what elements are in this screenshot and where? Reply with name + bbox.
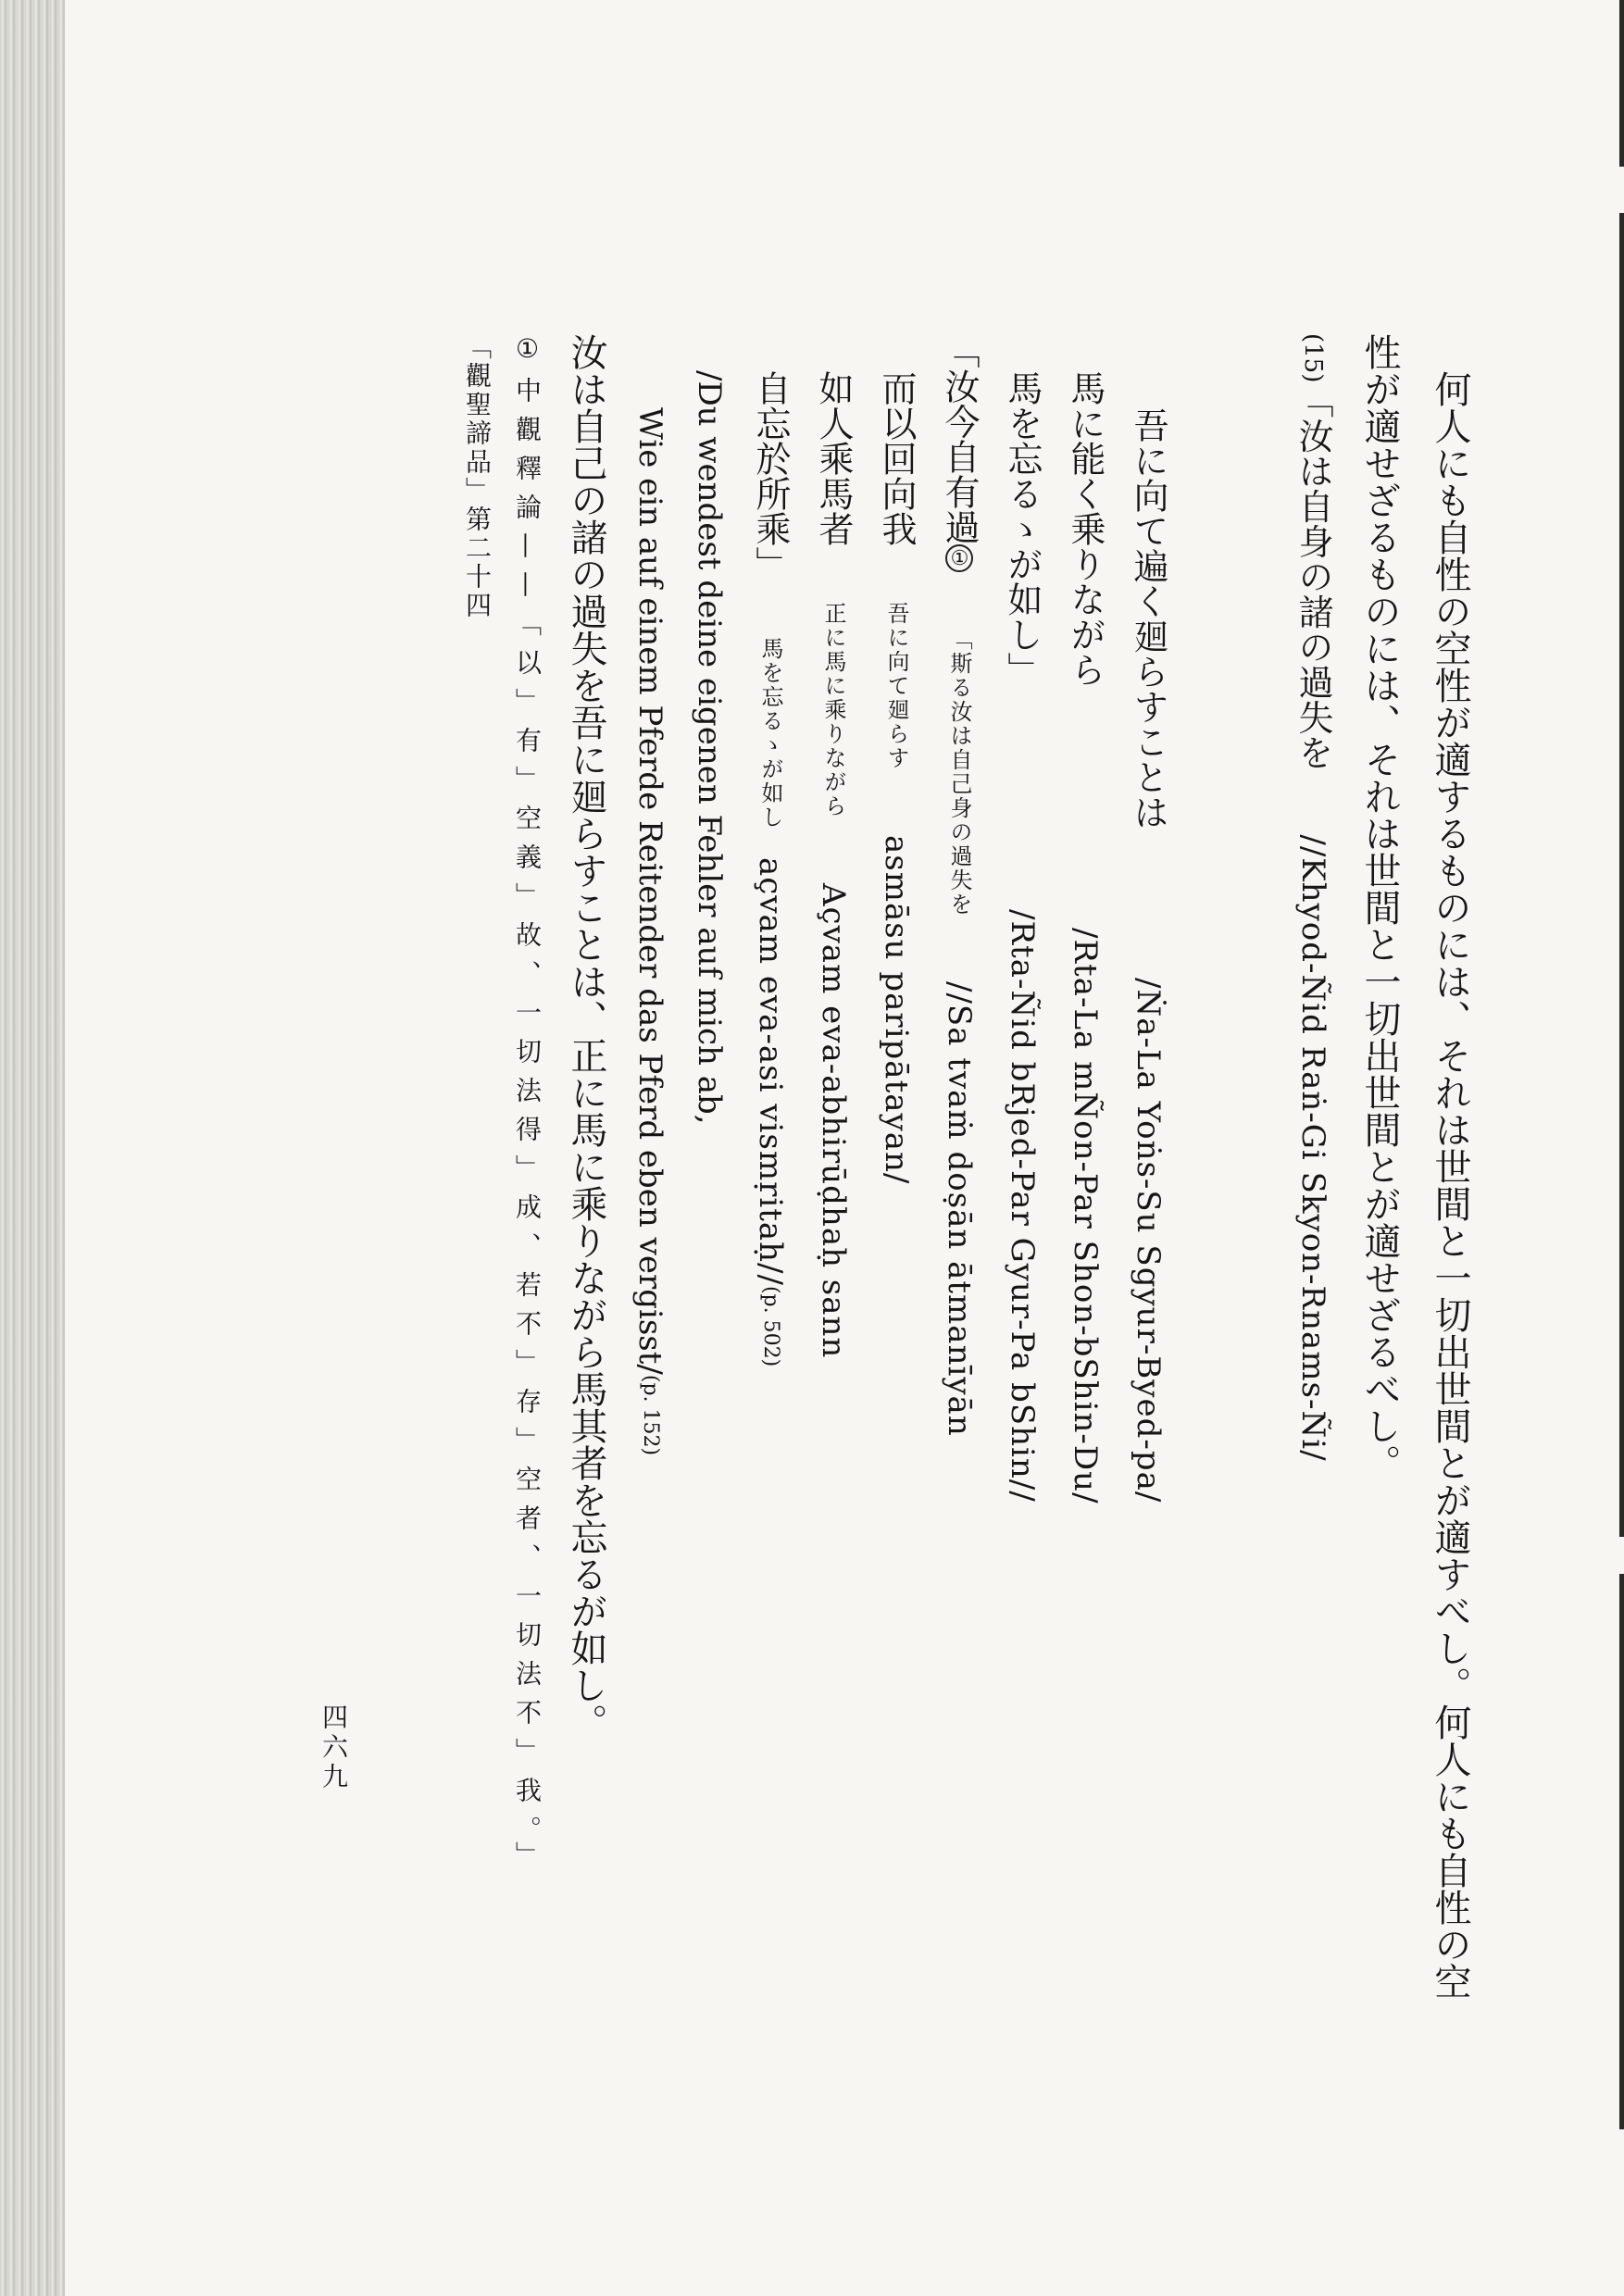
- german-line-1: /Du wendest deine eigenen Fehler auf mich ab,: [691, 370, 728, 1125]
- footnote-marker: ①: [512, 333, 543, 377]
- verse-row-7: [802, 333, 865, 2148]
- german-line-2: Wie ein auf einem Pferde Reitender das Pferd eben vergisst/(p. 152): [631, 407, 668, 1456]
- page-reference: (p. 502): [759, 1285, 782, 1367]
- verse-row-3: [1054, 333, 1117, 2148]
- verse-row-4: [991, 333, 1054, 2148]
- verse-row-8: [739, 333, 802, 2148]
- verse-row-1: [1281, 333, 1344, 2148]
- footnote-text: 中觀釋論——「以」有」空義」故、一切法得」成、若不」存」空者、一切法不」我。」: [512, 377, 543, 1880]
- body-line-1: 何人にも自性の空性が適するものには、それは世間と一切出世間とが適すべし。何人にも自性の空: [1429, 370, 1471, 2000]
- sanskrit-line: Açvam eva-abhirūḍhaḥ sann: [815, 883, 852, 1359]
- chinese-verse-line: 而以回向我: [876, 370, 917, 546]
- chinese-gloss-line: 吾に向て廻らす: [883, 602, 909, 770]
- verse-row-2: [1117, 333, 1180, 2148]
- sanskrit-line: //Sa tvaṁ doṣān ātmanīyān: [941, 981, 978, 1437]
- footnote-marker: ①: [945, 544, 973, 572]
- chinese-verse-line: 如人乘馬者: [813, 370, 854, 546]
- verse-row-6: [865, 333, 928, 2148]
- tibetan-line: //Khyod-Ñid Raṅ-Gi Skyon-Rnams-Ñi/: [1294, 834, 1331, 1462]
- verse-number: (15): [1299, 333, 1327, 383]
- verse-translation-line: 「汝は自身の諸の過失を: [1293, 382, 1333, 770]
- chinese-verse-line: 「汝今自有過: [939, 333, 980, 544]
- vertical-text-block: [378, 333, 1485, 2148]
- chinese-gloss-line: 正に馬に乘りながら: [820, 602, 846, 818]
- body-line-2: 性が適せざるものには、それは世間と一切出世間とが適せざるべし。: [1358, 333, 1401, 1481]
- chinese-gloss-line: 馬を忘るゝが如し: [757, 637, 783, 830]
- tibetan-line: /Rta-La mÑon-Par Shon-bShin-Du/: [1067, 928, 1104, 1504]
- footnote: [502, 333, 552, 2148]
- verse-translation-line: 吾に向て遍く廻らすことは: [1128, 407, 1168, 830]
- page-reference: (p. 152): [639, 1374, 662, 1456]
- tibetan-line: /Ṅa-La Yoṅs-Su Sgyur-Byed-pa/: [1130, 978, 1167, 1504]
- sanskrit-line: asmāsu paripātayan/: [878, 835, 915, 1185]
- verse-summary: 汝は自己の諸の過失を吾に廻らすことは、正に馬に乘りながら馬其者を忘るが如し。: [565, 333, 607, 1741]
- chinese-gloss-line: 「斯る汝は自己身の過失を: [946, 628, 972, 917]
- chinese-verse-line: 自忘於所乘」: [750, 370, 791, 581]
- verse-translation-line: 馬を忘るゝが如し」: [1002, 370, 1043, 687]
- running-header: 「觀聖諦品」第二十四: [462, 333, 493, 620]
- verse-translation-line: 馬に能く乗りながら: [1065, 370, 1106, 687]
- page-number: 四六九: [319, 1703, 349, 1792]
- verse-row-5: [928, 333, 991, 2148]
- sanskrit-line: açvam eva-asi vismṛitaḥ//: [752, 857, 789, 1286]
- tibetan-line: /Rta-Ñid bRjed-Par Gyur-Pa bShin//: [1004, 909, 1041, 1503]
